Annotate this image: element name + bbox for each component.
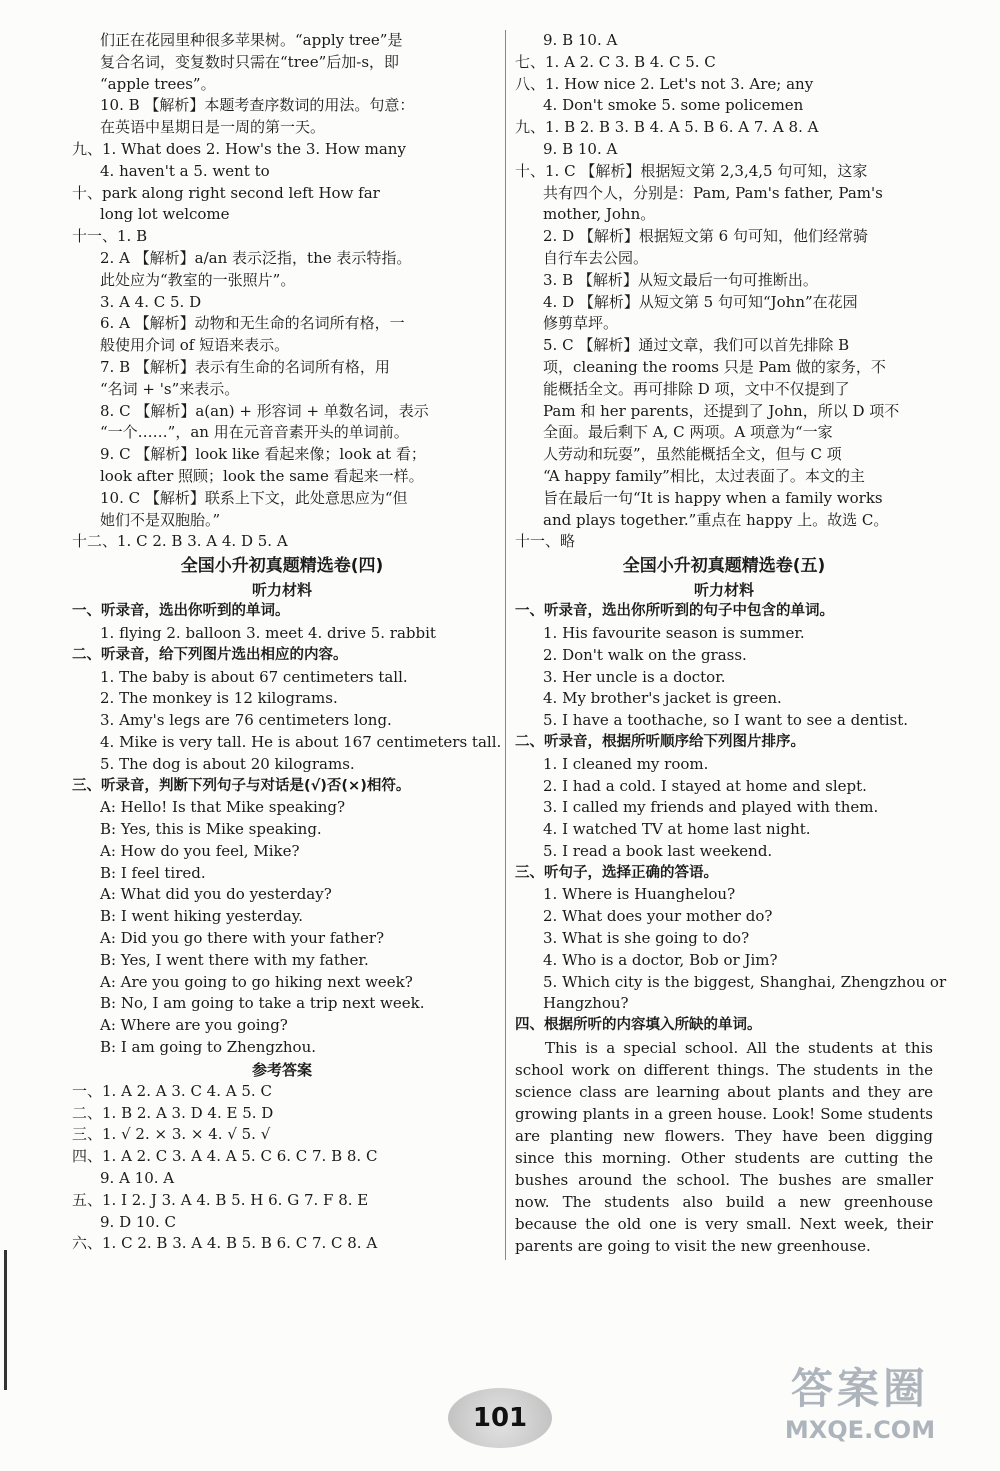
text-line: 人劳动和玩耍”，虽然能概括全文，但与 C 项 (543, 445, 842, 464)
section-title: 全国小升初真题精选卷(四) (180, 556, 384, 577)
text-line: 4. My brother's jacket is green. (543, 689, 782, 708)
text-line: 般使用介词 of 短语来表示。 (100, 336, 290, 355)
text-line: 9. D 10. C (100, 1212, 176, 1231)
text-line: B: Yes, this is Mike speaking. (100, 820, 322, 839)
page-number: 101 (448, 1388, 552, 1448)
text-line: A: What did you do yesterday? (100, 885, 332, 904)
question-heading: 一、听录音，选出你听到的单词。 (72, 603, 290, 620)
text-line: 1. The baby is about 67 centimeters tall. (100, 667, 408, 686)
text-line: 4. Don't smoke 5. some policemen (543, 96, 804, 115)
text-line: 此处应为“教室的一张照片”。 (100, 270, 296, 289)
text-line: 自行车去公园。 (543, 248, 649, 267)
text-line: 5. I have a toothache, so I want to see a dentist. (543, 711, 909, 730)
text-line: look after 照顾；look the same 看起来一样。 (100, 466, 424, 485)
text-line: Pam 和 her parents，还提到了 John，所以 D 项不 (543, 401, 900, 420)
question-heading: 二、听录音，给下列图片选出相应的内容。 (72, 646, 348, 663)
text-line: 5. Which city is the biggest, Shanghai, Zhengzhou or (543, 972, 947, 991)
text-line: 3. Her uncle is a doctor. (543, 667, 726, 686)
text-line: 一、1. A 2. A 3. C 4. A 5. C (72, 1081, 272, 1100)
text-line: 她们不是双胞胎。” (100, 510, 221, 529)
text-line: 3. Amy's legs are 76 centimeters long. (100, 711, 392, 730)
text-line: long lot welcome (100, 205, 230, 224)
text-line: 1. flying 2. balloon 3. meet 4. drive 5. rabbit (100, 623, 436, 642)
text-line: “一个……”，an 用在元音音素开头的单词前。 (100, 423, 409, 442)
text-line: 复合名词，变复数时只需在“tree”后加-s，即 (100, 52, 400, 71)
text-line: 3. B 【解析】从短文最后一句可推断出。 (543, 270, 818, 289)
text-line: 2. I had a cold. I stayed at home and slept. (543, 776, 867, 795)
text-line: 9. C 【解析】look like 看起来像；look at 看； (100, 445, 426, 464)
watermark-logo (740, 1363, 980, 1453)
text-line: 五、1. I 2. J 3. A 4. B 5. H 6. G 7. F 8. E (72, 1190, 369, 1209)
text-line: mother, John。 (543, 205, 656, 224)
text-line: “apple trees”。 (100, 74, 216, 93)
text-line: B: Yes, I went there with my father. (100, 950, 369, 969)
text-line: 8. C 【解析】a(an) + 形容词 + 单数名词，表示 (100, 401, 429, 420)
right-column (515, 30, 947, 1257)
left-column (72, 30, 502, 1255)
text-line: 六、1. C 2. B 3. A 4. B 5. B 6. C 7. C 8. A (72, 1234, 378, 1253)
text-line: 5. I read a book last weekend. (543, 841, 773, 860)
watermark-text: 答案圈 (790, 1364, 929, 1413)
text-line: 十、1. C 【解析】根据短文第 2,3,4,5 句可知，这家 (515, 161, 868, 180)
text-line: 5. C 【解析】通过文章，我们可以首先排除 B (543, 336, 850, 355)
text-line: 项，cleaning the rooms 只是 Pam 做的家务，不 (543, 357, 886, 376)
text-line: and plays together.”重点在 happy 上。故选 C。 (543, 510, 889, 529)
text-line: 十二、1. C 2. B 3. A 4. D 5. A (72, 532, 288, 551)
question-heading: 三、听录音，判断下列句子与对话是(√)否(×)相符。 (72, 777, 411, 794)
text-line: A: Are you going to go hiking next week? (100, 972, 413, 991)
subsection-title: 参考答案 (251, 1060, 312, 1079)
passage-paragraph: This is a special school. All the students at this school work on different things. The students in the science class are learning about plants and they are growing plants in a green house. Look! Some students are planting new flowers. They have been digging since this morning. Other students are cutting the bushes around the school. The bushes are smaller now. The students also build a new greenhouse because the old one is very small. Next week, their parents are going to visit the new greenhouse. (515, 1039, 933, 1256)
text-line: 9. B 10. A (543, 139, 618, 158)
text-line: 6. A 【解析】动物和无生命的名词所有格，一 (100, 314, 405, 333)
text-line: 四、1. A 2. C 3. A 4. A 5. C 6. C 7. B 8. C (72, 1147, 378, 1166)
text-line: 4. Who is a doctor, Bob or Jim? (543, 950, 778, 969)
text-line: 九、1. What does 2. How's the 3. How many (72, 139, 406, 158)
text-line: 十一、1. B (72, 227, 148, 246)
text-line: 修剪草坪。 (543, 314, 619, 333)
text-line: 旨在最后一句“It is happy when a family works (543, 488, 883, 507)
watermark-url: MXQE.COM (784, 1416, 936, 1444)
text-line: 七、1. A 2. C 3. B 4. C 5. C (515, 52, 716, 71)
question-heading: 二、听录音，根据所听顺序给下列图片排序。 (515, 733, 805, 750)
text-line: 3. A 4. C 5. D (100, 292, 202, 311)
text-line: 八、1. How nice 2. Let's not 3. Are; any (515, 74, 814, 93)
text-line: 十一、略 (515, 532, 576, 551)
subsection-title: 听力材料 (693, 581, 754, 600)
text-line: 10. B 【解析】本题考查序数词的用法。句意： (100, 96, 415, 115)
text-line: 1. His favourite season is summer. (543, 623, 805, 642)
text-line: 4. Mike is very tall. He is about 167 centimeters tall. (100, 732, 502, 751)
text-line: 2. What does your mother do? (543, 907, 773, 926)
text-line: 9. B 10. A (543, 31, 618, 49)
text-line: A: Where are you going? (100, 1016, 288, 1035)
text-line: A: How do you feel, Mike? (100, 841, 300, 860)
column-divider (505, 30, 506, 1260)
question-heading: 一、听录音，选出你所听到的句子中包含的单词。 (515, 603, 834, 620)
text-line: 2. The monkey is 12 kilograms. (100, 689, 338, 708)
text-line: 能概括全文。再可排除 D 项，文中不仅提到了 (543, 379, 850, 398)
text-line: 2. Don't walk on the grass. (543, 645, 747, 664)
text-line: A: Did you go there with your father? (100, 929, 385, 948)
text-line: 们正在花园里种很多苹果树。“apply tree”是 (100, 31, 403, 49)
text-line: 十、park along right second left How far (72, 183, 380, 202)
text-line: A: Hello! Is that Mike speaking? (100, 798, 346, 817)
text-line: “A happy family”相比，太过表面了。本文的主 (543, 466, 865, 485)
text-line: 4. I watched TV at home last night. (543, 820, 811, 839)
section-title: 全国小升初真题精选卷(五) (622, 556, 826, 577)
text-line: 2. D 【解析】根据短文第 6 句可知，他们经常骑 (543, 227, 868, 246)
text-line: 9. A 10. A (100, 1169, 175, 1188)
text-line: 3. I called my friends and played with them. (543, 798, 879, 817)
question-heading: 四、根据所听的内容填入所缺的单词。 (515, 1017, 762, 1034)
text-line: 4. D 【解析】从短文第 5 句可知“John”在花园 (543, 292, 858, 311)
text-line: “名词 + 's”来表示。 (100, 379, 240, 398)
text-line: B: I am going to Zhengzhou. (100, 1038, 317, 1057)
text-line: Hangzhou? (543, 994, 629, 1013)
text-line: 三、1. √ 2. × 3. × 4. √ 5. √ (72, 1125, 271, 1144)
text-line: 1. Where is Huanghelou? (543, 885, 736, 904)
text-line: 7. B 【解析】表示有生命的名词所有格，用 (100, 357, 390, 376)
text-line: 共有四个人，分别是：Pam, Pam's father, Pam's (543, 183, 883, 202)
text-line: 2. A 【解析】a/an 表示泛指，the 表示特指。 (100, 248, 412, 267)
text-line: B: I feel tired. (100, 863, 206, 882)
text-line: 3. What is she going to do? (543, 929, 750, 948)
text-line: 5. The dog is about 20 kilograms. (100, 754, 355, 773)
text-line: 二、1. B 2. A 3. D 4. E 5. D (72, 1103, 274, 1122)
text-line: B: I went hiking yesterday. (100, 907, 304, 926)
text-line: 10. C 【解析】联系上下文，此处意思应为“但 (100, 488, 408, 507)
text-line: B: No, I am going to take a trip next week. (100, 994, 425, 1013)
binding-mark (4, 1250, 7, 1390)
text-line: 九、1. B 2. B 3. B 4. A 5. B 6. A 7. A 8. A (515, 118, 819, 137)
text-line: 1. I cleaned my room. (543, 754, 709, 773)
text-line: 全面。最后剩下 A, C 两项。A 项意为“一家 (543, 423, 833, 442)
question-heading: 三、听句子，选择正确的答语。 (515, 864, 718, 881)
text-line: 4. haven't a 5. went to (100, 161, 270, 180)
text-line: 在英语中星期日是一周的第一天。 (100, 118, 326, 137)
subsection-title: 听力材料 (251, 581, 312, 600)
